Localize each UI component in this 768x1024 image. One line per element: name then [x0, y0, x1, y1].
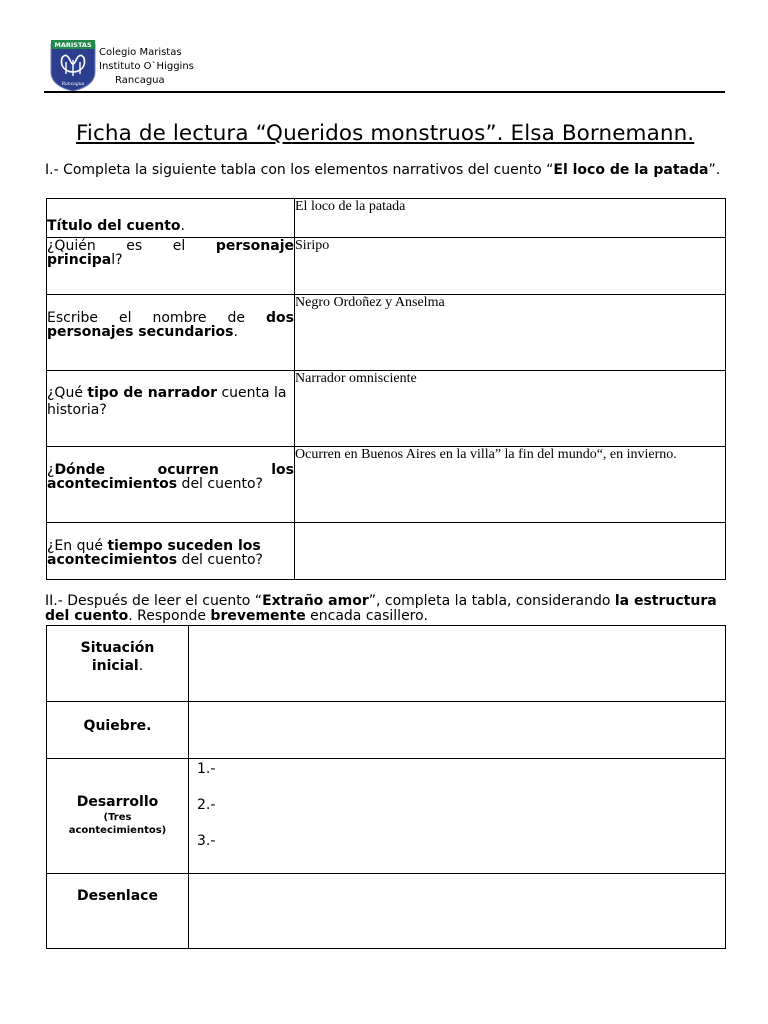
question-narrator: ¿Qué tipo de narrador cuenta la historia? [47, 371, 295, 447]
part2-instructions: II.- Después de leer el cuento “Extraño amor”, completa la tabla, considerando la estructura del cuento. Responde brevemente encada casillero. [45, 593, 717, 624]
answer-place[interactable]: Ocurren en Buenos Aires en la villa” la fin del mundo“, en invierno. [295, 447, 726, 523]
development-item-2: 2.- [197, 797, 216, 813]
label-ending: Desenlace [47, 874, 189, 949]
development-item-3: 3.- [197, 833, 216, 849]
part1-instructions: I.- Completa la siguiente tabla con los elementos narrativos del cuento “El loco de la patada”. [45, 162, 721, 178]
development-item-1: 1.- [197, 761, 216, 777]
label-turning-point: Quiebre. [47, 702, 189, 759]
table-row [47, 447, 726, 523]
answer-time[interactable] [295, 523, 726, 580]
answer-narrator[interactable]: Narrador omnisciente [295, 371, 726, 447]
answer-title[interactable]: El loco de la patada [295, 199, 726, 238]
answer-ending[interactable] [189, 874, 726, 949]
table-row [47, 523, 726, 580]
table-row [47, 238, 726, 295]
answer-protagonist[interactable]: Siripo [295, 238, 726, 295]
answer-secondary-characters[interactable]: Negro Ordoñez y Anselma [295, 295, 726, 371]
story-structure-table [46, 625, 726, 949]
table-row [47, 371, 726, 447]
school-name-line-1: Colegio Maristas [99, 47, 182, 58]
table-row [47, 295, 726, 371]
header-divider [44, 91, 725, 93]
logo-subtext: Rancagua [61, 82, 85, 87]
answer-initial-situation[interactable] [189, 626, 726, 702]
table-row [47, 874, 726, 949]
logo-banner-text: MARISTAS [54, 41, 92, 49]
development-note: (Tres acontecimientos) [68, 812, 167, 836]
table-row [47, 199, 726, 238]
answer-development[interactable] [189, 759, 726, 874]
school-name-line-2: Instituto O`Higgins [99, 61, 194, 72]
table-row [47, 702, 726, 759]
table-row [47, 759, 726, 874]
question-place: ¿Dónde ocurren los acontecimientos del cuento? [47, 447, 295, 523]
table-row [47, 626, 726, 702]
school-name-line-3: Rancagua [115, 75, 165, 86]
label-initial-situation: Situación inicial. [47, 626, 189, 702]
document-title: Ficha de lectura “Queridos monstruos”. Elsa Bornemann. [76, 121, 695, 146]
label-development: Desarrollo (Tres acontecimientos) [47, 759, 189, 874]
question-secondary-characters: Escribe el nombre de dos personajes secundarios. [47, 295, 295, 371]
question-time: ¿En qué tiempo suceden los acontecimientos del cuento? [47, 523, 295, 580]
narrative-elements-table [46, 198, 726, 580]
question-title: Título del cuento. [47, 199, 295, 238]
answer-turning-point[interactable] [189, 702, 726, 759]
school-crest-logo [48, 38, 98, 92]
question-protagonist: ¿Quién es el personaje principal? [47, 238, 295, 295]
